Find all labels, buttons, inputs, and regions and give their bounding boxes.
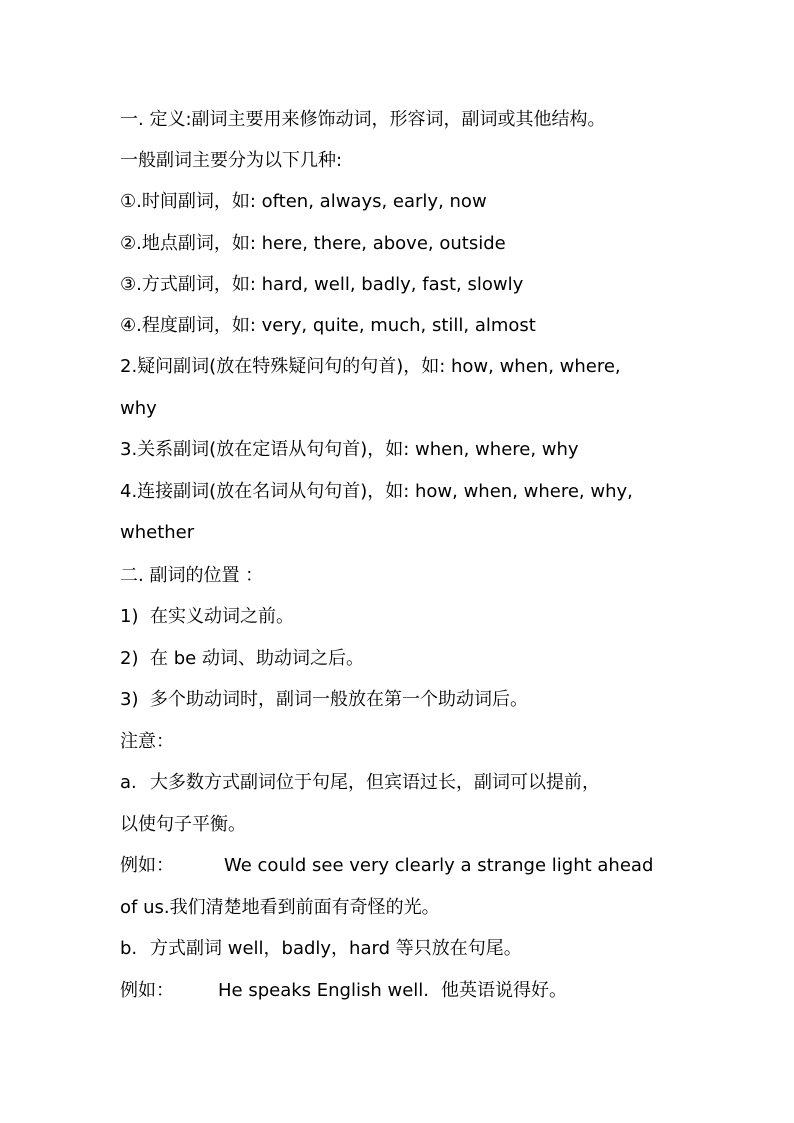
example-label: 例如： [120, 855, 174, 876]
interrogative-adverb-line: 2.疑问副词(放在特殊疑问句的句首)，如: how, when, where, [120, 356, 621, 377]
definition-line: 一. 定义:副词主要用来修饰动词，形容词，副词或其他结构。 [120, 109, 606, 130]
position-item [120, 688, 680, 712]
position-item [120, 605, 680, 629]
degree-adverb-line: ④.程度副词，如: very, quite, much, still, almost [120, 315, 536, 336]
position-item [120, 647, 680, 671]
note-b [120, 937, 680, 961]
example-1-english: We could see very clearly a strange light ahead [224, 855, 654, 876]
conjunctive-adverb-line: 4.连接副词(放在名词从句句首)，如: how, when, where, why, [120, 481, 633, 502]
position-item-text: 在 be 动词、助动词之后。 [150, 648, 364, 669]
example-label: 例如： [120, 980, 174, 1001]
position-item-text: 多个助动词时，副词一般放在第一个助动词后。 [150, 689, 528, 710]
position-item-number: 3) [120, 689, 139, 710]
time-adverb-line: ①.时间副词，如: often, always, early, now [120, 191, 487, 212]
note-a-text: 大多数方式副词位于句尾，但宾语过长，副词可以提前， [150, 772, 600, 793]
position-item-number: 1) [120, 606, 139, 627]
position-item-text: 在实义动词之前。 [150, 606, 294, 627]
example-2-chinese: 他英语说得好。 [441, 980, 567, 1001]
example-2-english: He speaks English well. [218, 980, 429, 1001]
position-heading: 二. 副词的位置 ： [120, 565, 264, 586]
conjunctive-adverb-cont: whether [120, 522, 195, 543]
position-item-number: 2) [120, 648, 139, 669]
note-b-label: b. [120, 938, 138, 959]
relative-adverb-line: 3.关系副词(放在定语从句句首)，如: when, where, why [120, 439, 579, 460]
manner-adverb-line: ③.方式副词，如: hard, well, badly, fast, slowly [120, 274, 524, 295]
example-1 [120, 854, 680, 878]
note-b-text: 方式副词 well，badly，hard 等只放在句尾。 [150, 938, 522, 959]
note-a-cont: 以使句子平衡。 [120, 814, 246, 835]
example-2 [120, 979, 680, 1003]
category-intro-line: 一般副词主要分为以下几种: [120, 150, 343, 171]
place-adverb-line: ②.地点副词，如: here, there, above, outside [120, 233, 506, 254]
note-a-label: a. [120, 772, 137, 793]
interrogative-adverb-cont: why [120, 398, 157, 419]
note-a [120, 771, 680, 795]
notes-heading: 注意： [120, 731, 174, 752]
example-1-cont: of us.我们清楚地看到前面有奇怪的光。 [120, 897, 440, 918]
